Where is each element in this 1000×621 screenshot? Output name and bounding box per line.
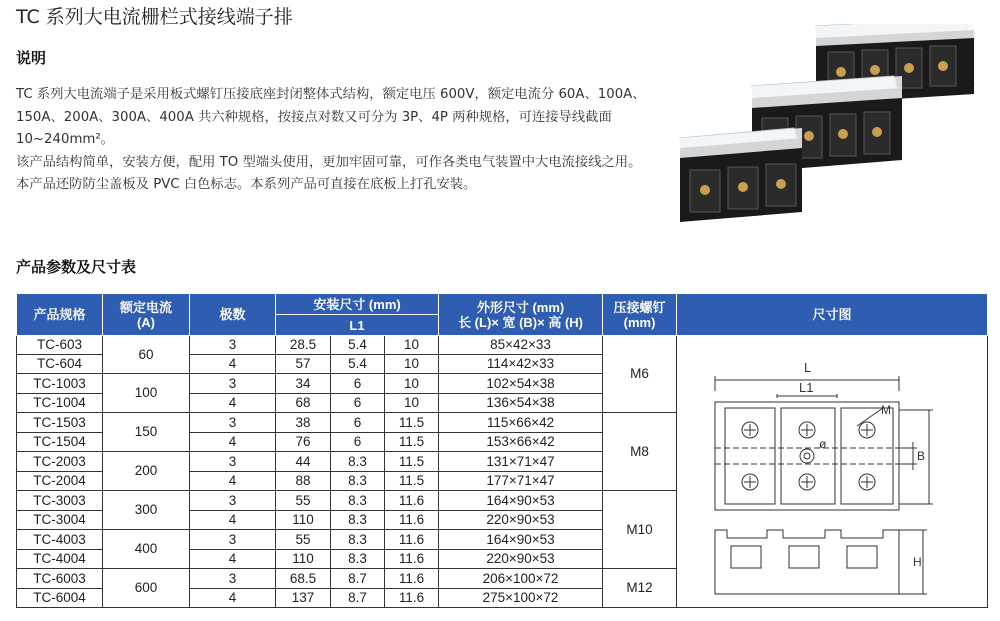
cell-poles: 4 (190, 355, 276, 374)
cell-l1-a: 34 (276, 374, 331, 394)
cell-l1-a: 76 (276, 433, 331, 452)
cell-l1-b: 8.3 (331, 472, 385, 491)
cell-l1-b: 6 (331, 394, 385, 413)
cell-l1-a: 55 (276, 491, 331, 511)
cell-l1-c: 11.6 (385, 589, 439, 608)
cell-l1-a: 44 (276, 452, 331, 472)
dimension-drawing (677, 336, 988, 602)
header-screw (603, 294, 677, 336)
cell-l1-b: 6 (331, 374, 385, 394)
cell-l1-a: 57 (276, 355, 331, 374)
description-paragraph-3: 本产品还防防尘盖板及 PVC 白色标志。本系列产品可直接在底板上打孔安装。 (16, 177, 477, 192)
cell-l1-a: 68 (276, 394, 331, 413)
cell-l1-b: 8.3 (331, 550, 385, 569)
cell-l1-b: 8.7 (331, 569, 385, 589)
cell-model: TC-1003 (17, 374, 103, 394)
description-heading: 说明 (16, 49, 47, 67)
cell-screw: M8 (603, 413, 677, 491)
side-view (715, 530, 927, 594)
table-row (17, 336, 988, 355)
cell-dims: 85×42×33 (439, 336, 603, 355)
cell-l1-c: 11.6 (385, 511, 439, 530)
dimension-drawing-cell (677, 336, 988, 608)
cell-dims: 206×100×72 (439, 569, 603, 589)
cell-model: TC-4004 (17, 550, 103, 569)
label-L1: L1 (799, 380, 814, 395)
cell-model: TC-1503 (17, 413, 103, 433)
cell-l1-c: 10 (385, 336, 439, 355)
cell-dims: 153×66×42 (439, 433, 603, 452)
cell-current: 200 (103, 452, 190, 491)
cell-model: TC-1004 (17, 394, 103, 413)
cell-screw: M10 (603, 491, 677, 569)
description-paragraph-2: 该产品结构简单，安装方便，配用 TO 型端头使用，更加牢固可靠，可作各类电气装置中大电流接线之用。 (16, 154, 642, 170)
cell-model: TC-2003 (17, 452, 103, 472)
cell-poles: 4 (190, 511, 276, 530)
cell-l1-b: 5.4 (331, 336, 385, 355)
label-phi: ø (819, 437, 827, 451)
header-drawing: 尺寸图 (677, 294, 988, 336)
header-current-label: 额定电流 (119, 299, 172, 315)
header-l1: L1 (276, 315, 439, 336)
cell-l1-c: 10 (385, 374, 439, 394)
cell-l1-a: 28.5 (276, 336, 331, 355)
cell-poles: 3 (190, 530, 276, 550)
cell-current: 300 (103, 491, 190, 530)
header-install: 安装尺寸 (mm) (276, 294, 439, 315)
cell-poles: 4 (190, 550, 276, 569)
cell-poles: 4 (190, 433, 276, 452)
description-text (16, 84, 661, 197)
cell-poles: 3 (190, 336, 276, 355)
cell-poles: 3 (190, 374, 276, 394)
cell-poles: 4 (190, 472, 276, 491)
cell-l1-a: 137 (276, 589, 331, 608)
cell-poles: 3 (190, 491, 276, 511)
cell-poles: 4 (190, 394, 276, 413)
cell-dims: 115×66×42 (439, 413, 603, 433)
header-current (103, 294, 190, 336)
page-title: TC 系列大电流栅栏式接线端子排 (16, 6, 293, 28)
cell-l1-c: 11.5 (385, 433, 439, 452)
header-outline (439, 294, 603, 336)
cell-dims: 114×42×33 (439, 355, 603, 374)
header-poles: 极数 (190, 294, 276, 336)
header-current-unit: (A) (136, 314, 156, 330)
cell-l1-a: 110 (276, 550, 331, 569)
cell-dims: 136×54×38 (439, 394, 603, 413)
cell-model: TC-6004 (17, 589, 103, 608)
header-model: 产品规格 (17, 294, 103, 336)
cell-model: TC-1504 (17, 433, 103, 452)
cell-l1-a: 38 (276, 413, 331, 433)
cell-dims: 220×90×53 (439, 550, 603, 569)
cell-model: TC-2004 (17, 472, 103, 491)
cell-current: 400 (103, 530, 190, 569)
cell-dims: 220×90×53 (439, 511, 603, 530)
cell-l1-c: 11.6 (385, 491, 439, 511)
cell-l1-b: 6 (331, 413, 385, 433)
cell-l1-b: 6 (331, 433, 385, 452)
cell-dims: 177×71×47 (439, 472, 603, 491)
cell-l1-c: 11.5 (385, 472, 439, 491)
cell-model: TC-4003 (17, 530, 103, 550)
cell-model: TC-603 (17, 336, 103, 355)
cell-l1-c: 10 (385, 355, 439, 374)
cell-l1-a: 110 (276, 511, 331, 530)
cell-model: TC-3003 (17, 491, 103, 511)
cell-screw: M6 (603, 336, 677, 413)
header-outline-label: 外形尺寸 (mm) (476, 299, 565, 315)
cell-l1-b: 8.3 (331, 452, 385, 472)
label-H: H (913, 555, 922, 569)
cell-l1-b: 8.3 (331, 491, 385, 511)
cell-l1-a: 68.5 (276, 569, 331, 589)
cell-dims: 164×90×53 (439, 491, 603, 511)
cell-current: 150 (103, 413, 190, 452)
cell-model: TC-3004 (17, 511, 103, 530)
spec-table (16, 293, 988, 608)
cell-model: TC-6003 (17, 569, 103, 589)
label-L: L (804, 360, 812, 375)
cell-l1-a: 55 (276, 530, 331, 550)
cell-l1-c: 11.6 (385, 550, 439, 569)
cell-dims: 275×100×72 (439, 589, 603, 608)
cell-l1-c: 10 (385, 394, 439, 413)
cell-current: 60 (103, 336, 190, 374)
cell-dims: 164×90×53 (439, 530, 603, 550)
cell-dims: 102×54×38 (439, 374, 603, 394)
cell-l1-a: 88 (276, 472, 331, 491)
cell-l1-b: 8.7 (331, 589, 385, 608)
cell-l1-c: 11.6 (385, 569, 439, 589)
cell-screw: M12 (603, 569, 677, 608)
cell-model: TC-604 (17, 355, 103, 374)
cell-poles: 3 (190, 452, 276, 472)
table-heading: 产品参数及尺寸表 (16, 258, 137, 276)
header-outline-dims: 长 (L)× 宽 (B)× 高 (H) (458, 314, 583, 330)
cell-l1-b: 5.4 (331, 355, 385, 374)
cell-dims: 131×71×47 (439, 452, 603, 472)
cell-l1-b: 8.3 (331, 511, 385, 530)
label-M: M (881, 403, 892, 417)
cell-l1-b: 8.3 (331, 530, 385, 550)
cell-current: 100 (103, 374, 190, 413)
header-screw-unit: (mm) (623, 314, 656, 330)
cell-poles: 3 (190, 569, 276, 589)
label-B: B (917, 449, 926, 463)
product-photo (676, 24, 996, 240)
cell-poles: 3 (190, 413, 276, 433)
cell-l1-c: 11.5 (385, 452, 439, 472)
product-3p-small (680, 128, 802, 222)
cell-l1-c: 11.6 (385, 530, 439, 550)
cell-l1-c: 11.5 (385, 413, 439, 433)
header-screw-label: 压接螺钉 (613, 299, 666, 315)
cell-poles: 4 (190, 589, 276, 608)
description-paragraph-1: TC 系列大电流端子是采用板式螺钉压接底座封闭整体式结构，额定电压 600V，额定电流分 60A、100A、150A、200A、300A、400A 共六种规格，按接点对数又可分为 3P、4P 两种规格，可连接导线截面 10~240mm²。 (16, 87, 646, 147)
cell-current: 600 (103, 569, 190, 608)
